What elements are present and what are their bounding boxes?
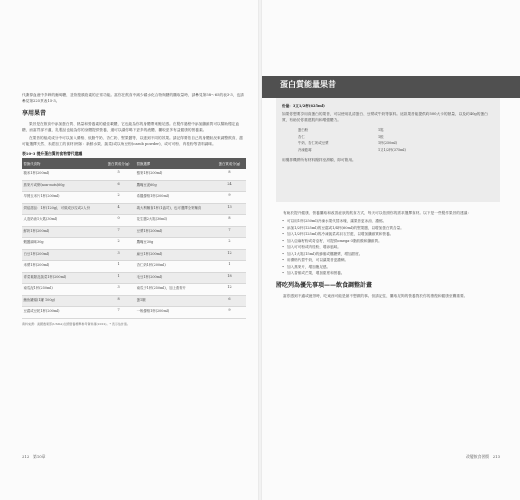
ingredient-name: 杏仁 [298,134,305,139]
cell-protein-2: 24 [213,180,246,192]
table-row [22,192,246,204]
cell-original: 青菜葉類及蔬菜1杯(200ml) [22,272,102,284]
cell-protein-2: 9 [213,192,246,204]
table-row [22,307,246,319]
right-page [262,0,520,500]
intro-paragraph: 代謝掉血液中多餘的葡萄糖，並恢復胰島素的正常功能。當你在飲食中減少碳水化合物與糖的攝取量時，請參見第58～65的表3-3，也請參見第225頁表15-3。 [22,93,244,103]
table-row [22,203,246,215]
cell-substitute: 希臘優格1杯(200ml) [135,192,213,204]
table-row [22,249,246,261]
right-page-body [276,210,500,301]
cell-protein-2: 13 [213,203,246,215]
recipe-instructions: 用攪拌機將所有材料攪拌至滑順，即可飲用。 [282,158,356,162]
cell-original: 米漿1杯(200ml) [22,261,102,273]
cell-protein-1: 6 [102,180,135,192]
col-header-protein-2: 蛋白質成分(g) [213,158,246,169]
list-item: • 加入香蕉或芒果，增加甜度和營養。 [282,270,500,276]
cell-protein-1: 1 [102,261,135,273]
list-item: • 加入1/2杯(125ml)的冷凍菠菜或羽衣甘藍，以增加纖維質和營養。 [282,231,500,237]
cell-protein-2: 18 [213,272,246,284]
table-footnote: 資料來源：美國農業部(USDA)全國營養標準參考資料庫(2012)。* 表示估計值。 [22,321,130,326]
protein-substitution-table [22,158,246,319]
ingredient-name: 蛋白粉 [298,128,309,132]
cell-substitute: 毛豆1杯(200ml) [135,272,213,284]
right-intro-paragraph: 有助於提升健康、營養攝取和改善症狀的飲食方式，每天可以依照你的需求選擇食材。以下是一些製作果昔的建議： [283,211,472,215]
table-row [22,226,246,238]
ingredient-quantity: 1又1/2杯(375ml) [378,147,406,152]
cell-protein-2: 8 [213,169,246,180]
recipe-box-header [262,76,520,98]
cell-original: 南瓜泥1杯(250ml) [22,284,102,296]
recipe-description: 如果你想要享用高蛋白的果昔，可以使用乳清蛋白、豆漿或牛奶等原料。這款果昔能提供約500大卡的熱量，以及約40g的蛋白質，有助於你重建肌肉和增強體力。 [282,112,488,122]
recipe-servings: 份量：3又1/2杯(625ml) [282,104,325,108]
cell-protein-1: 8 [102,295,135,307]
cell-protein-2: 9 [213,307,246,319]
ingredient-row [298,147,494,154]
cell-original: 鮮奶1杯(200ml) [22,226,102,238]
smoothie-paragraph-2: 在果昔的組成成分中可以加入優格、低脂牛奶、杏仁奶、堅果醬等，以達到不同的效果。請記得要依自己的身體狀況來調整飲食，盡可能選擇天然、未經加工的食材(例如：新鮮水果、蔬菜)或以角豆粉(carob powder)，或可可粉、肉桂粉等香料調味。 [22,136,243,146]
col-header-original: 替換代食物 [22,158,102,169]
cell-protein-1: 3 [102,284,135,296]
section-title-eating-priority: 將吃列為優先事項——飲食調整計畫 [276,282,373,289]
cell-substitute: 扁豆1杯(200ml) [135,249,213,261]
cell-protein-1: 0 [102,215,135,227]
cell-substitute: 鷹嘴豆泥60g [135,180,213,192]
cell-substitute: 花生醬2大匙(30ml) [135,215,213,227]
table-body [22,169,246,318]
table-row [22,180,246,192]
list-item: • 加入1大匙(15ml)的蜂蜜或楓糖漿，增加甜度。 [282,251,500,257]
cell-protein-2: 1 [213,261,246,273]
cell-original: 人造奶油1大匙(30ml) [22,215,102,227]
cell-protein-1: 7 [102,226,135,238]
recipe-ingredients [282,127,494,153]
cell-protein-2: 12 [213,249,246,261]
cell-original: 早餐玉米片1杯(200ml) [22,192,102,204]
cell-substitute: 藜麥1杯(200ml) [135,169,213,180]
list-item: • 添加1/2杯(125ml)的豆腐或1/4杯(60ml)的堅果醬，以增加蛋白質含量。 [282,225,500,231]
table-row [22,272,246,284]
list-item: • 可以用1杯(250ml)冷凍水果代替冰塊，讓果昔更冰涼、濃郁。 [282,218,500,224]
cell-original: 燕麥片或粥(non-nuts)60g [22,180,102,192]
cell-protein-1: 4 [102,203,135,215]
cell-substitute: 鷹嘴豆30g [135,238,213,250]
cell-protein-2: 2 [213,238,246,250]
table-row [22,295,246,307]
table-row [22,238,246,250]
ingredient-quantity: 1根 [378,134,384,139]
ingredient-name: 冷凍藍莓 [298,147,312,152]
cell-protein-2: 7 [213,226,246,238]
list-item: • 加入可可粉或肉桂粉，增添風味。 [282,244,500,250]
cell-protein-1: 7 [102,307,135,319]
cell-substitute: 蛋1顆 [135,295,213,307]
tips-list [282,218,500,276]
cell-protein-1: 3 [102,249,135,261]
cell-protein-1: 2 [102,238,135,250]
table-header-row [22,158,246,169]
right-page-number: 改變飲食習慣 213 [466,454,500,459]
ingredient-quantity: 1杯(250ml) [378,141,397,145]
cell-substitute: 杏仁奶1杯(200ml) [135,261,213,273]
cell-protein-1: 5 [102,169,135,180]
ingredient-quantity: 1匙 [378,128,384,132]
cell-original: 白豆1杯(200ml) [22,249,102,261]
list-item: • 加入燕麥片，增加飽足感。 [282,264,500,270]
smoothie-paragraph-1: 果昔是在飲食中添加蛋白質、熱量和營養素的絕佳載體，它也能為你的身體帶來飽足感。在製作過程中添加纖維質可以幫助穩定血糖，而當胃部不適，乳製品也能為你的身體提供營養，還可以讓你喝下更多的液體、攝取更多有益健康的營養素。 [22,122,240,132]
col-header-substitute: 替換選擇 [135,158,213,169]
cell-original: 豆腐或豆乾1杯(200ml) [22,307,102,319]
cell-substitute: 豆漿1杯(200ml) [135,226,213,238]
left-page-content [22,92,246,326]
cell-protein-1: 1 [102,272,135,284]
recipe-title: 蛋白質能量果昔 [280,80,336,89]
recipe-box-inner [282,104,494,165]
table-row [22,215,246,227]
table-row [22,169,246,180]
cell-original: 糙米1杯(200ml) [22,169,102,180]
recipe-box [276,80,500,202]
cell-original: 蝦醬調味30g [22,238,102,250]
cell-protein-2: 12 [213,284,246,296]
section-title-smoothies: 享用果昔 [22,110,47,117]
list-item: • 加入亞麻籽粉或奇亞籽，可提供omega-3脂肪酸和纖維質。 [282,238,500,244]
col-header-protein-1: 蛋白質成分(g) [102,158,135,169]
left-page-number: 212 第10章 [22,454,46,459]
cell-substitute: 南瓜子1杯(250ml)，加上燕麥片 [135,284,213,296]
cell-original: 鮪魚罐頭(1罐 100g) [22,295,102,307]
cell-substitute: 一般優格1杯(200ml) [135,307,213,319]
cell-original: 烘焙甜品：1杯(120g)，可做成沙拉或2人份 [22,203,102,215]
cell-protein-1: 2 [102,192,135,204]
table-row [22,261,246,273]
cell-protein-2: 8 [213,215,246,227]
ingredient-name: 牛奶、杏仁奶或豆漿 [298,141,329,145]
table-row [22,284,246,296]
table-title: 表10-3 提升蛋白質的食物替代建議 [22,151,83,156]
cell-substitute: 義大利麵食1杯(1盎司)，也可選擇全麥麵食 [135,203,213,215]
closing-paragraph: 當你感到不適或疲勞時，吃東西可能是最不想做的事。但請記住，攝取足夠的營養對於你的康復和健康至關重要。 [283,294,468,298]
list-item: • 用優格代替牛奶，可以讓果昔更濃稠。 [282,257,500,263]
cell-protein-2: 6 [213,295,246,307]
left-page [0,0,258,500]
